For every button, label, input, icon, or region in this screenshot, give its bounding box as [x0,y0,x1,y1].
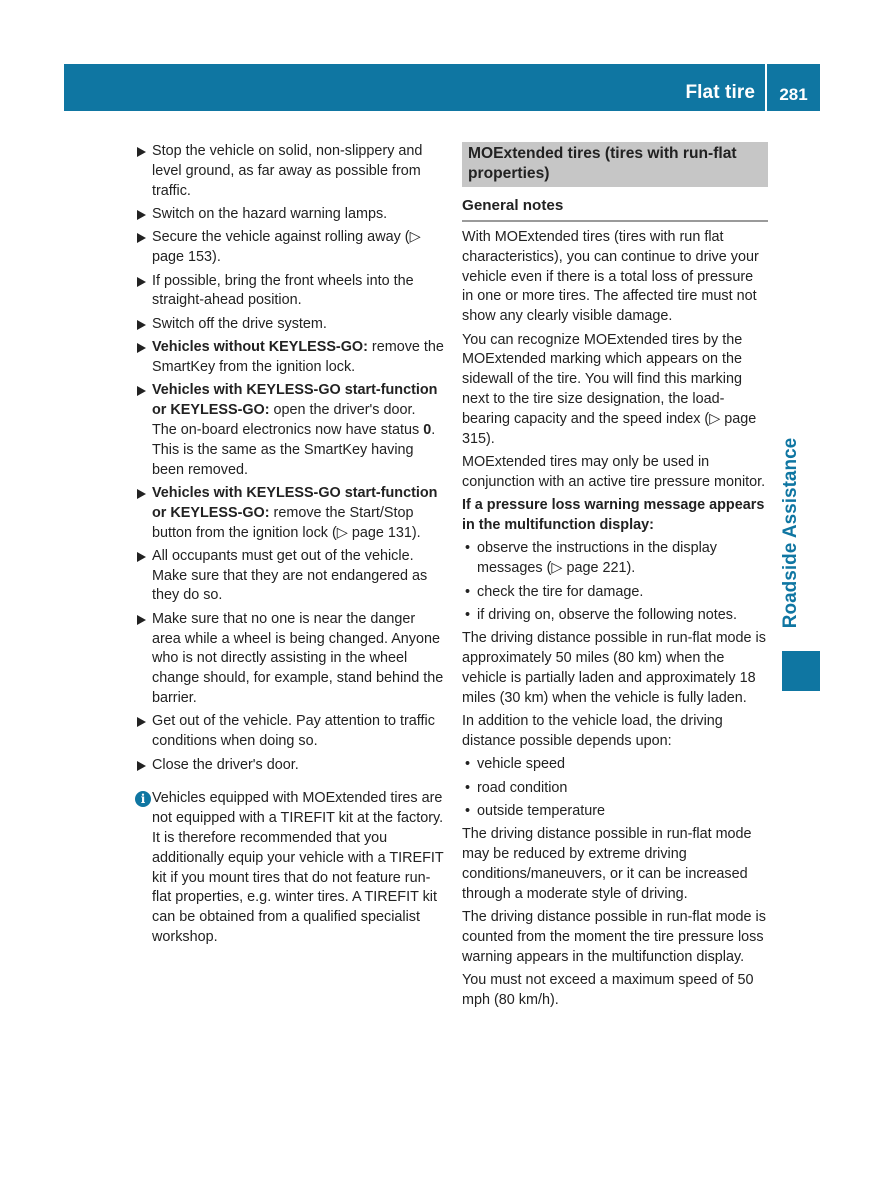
step-arrow-icon [137,489,146,499]
step-arrow-icon [137,343,146,353]
step-item: Switch off the drive system. [136,315,446,335]
paragraph: The driving distance possible in run-flat mode is approximately 50 miles (80 km) when the vehicle is partially laden and approximately 18 miles (30 km) when the vehicle is fully laden. [462,630,766,706]
step-item: Stop the vehicle on solid, non-slippery and level ground, as far away as possible from traffic. [136,142,446,201]
paragraph: The driving distance possible in run-flat mode is counted from the moment the tire pressure loss warning appears in the multifunction display. [462,909,766,965]
step-arrow-icon [137,210,146,220]
step-item: Vehicles with KEYLESS-GO start-function or KEYLESS-GO: remove the Start/Stop button from the ignition lock (▷ page 131). [136,484,446,543]
section-title: Flat tire [685,82,755,103]
chapter-label: Roadside Assistance [780,437,801,629]
step-arrow-icon [137,320,146,330]
step-arrow-icon [137,761,146,771]
info-note-text: Vehicles equipped with MOExtended tires are not equipped with a TIREFIT kit at the factory. It is therefore recommended that you additionally equip your vehicle with a TIREFIT kit if you mount tires that do not feature run-flat properties, e.g. winter tires. A TIREFIT kit can be obtained from a qualified specialist workshop. [152,790,444,946]
paragraph: The driving distance possible in run-flat mode may be reduced by extreme driving conditions/maneuvers, or it can be increased through a moderate style of driving. [462,826,752,902]
paragraph: In addition to the vehicle load, the driving distance possible depends upon: [462,713,723,749]
step-item: If possible, bring the front wheels into the straight-ahead position. [136,272,446,312]
bullet-dot-icon: • [465,583,471,600]
chapter-tab-marker [782,651,820,691]
subsection-heading: General notes [462,196,768,222]
header-bar [64,64,820,111]
page-reference[interactable]: Secure the vehicle against rolling away (▷ page 153). [152,229,421,266]
paragraph: You can recognize MOExtended tires by the MOExtended marking which appears on the sidewall of the tire. You will find this marking next to the tire size designation, the load-bearing capacity and the speed index (▷ page 315). [462,331,757,447]
bullet-item: • vehicle speed [462,755,768,775]
paragraph: MOExtended tires may only be used in conjunction with an active tire pressure monitor. [462,453,766,490]
step-item: All occupants must get out of the vehicle. Make sure that they are not endangered as they do so. [136,547,446,606]
bullet-item [462,539,768,579]
step-arrow-icon [137,717,146,727]
bullet-dot-icon: • [465,540,471,557]
step-arrow-icon [137,615,146,625]
step-arrow-icon [137,277,146,287]
page-reference[interactable]: observe the instructions in the display messages (▷ page 221). [477,540,717,577]
step-arrow-icon [137,552,146,562]
info-icon: i [135,791,151,807]
step-item: Make sure that no one is near the danger area while a wheel is being changed. Anyone who is not directly assisting in the wheel change should, for example, stand behind the barrier. [136,610,446,709]
page-reference[interactable]: remove the Start/Stop button from the ignition lock (▷ page 131). [152,504,421,541]
step-item: Vehicles without KEYLESS-GO: remove the SmartKey from the ignition lock. [136,338,446,378]
bullet-dot-icon: • [465,756,471,773]
step-item: Get out of the vehicle. Pay attention to traffic conditions when doing so. [136,712,446,752]
paragraph: With MOExtended tires (tires with run flat characteristics), you can continue to drive your vehicle even if there is a total loss of pressure in one or more tires. The affected tire must not show any clearly visible damage. [462,229,759,325]
bullet-dot-icon: • [465,779,471,796]
right-column [462,142,768,1014]
bullet-dot-icon: • [465,606,471,623]
step-arrow-icon [137,386,146,396]
step-item: Vehicles with KEYLESS-GO start-function or KEYLESS-GO: open the driver's door. The on-board electronics now have status 0. This is the same as the SmartKey having been removed. [136,381,446,480]
step-item [136,228,446,268]
bullet-item: • check the tire for damage. [462,583,768,603]
step-item: Close the driver's door. [136,756,446,776]
chapter-side-tab [771,425,811,641]
bullet-dot-icon: • [465,803,471,820]
step-arrow-icon [137,147,146,157]
step-item: Switch on the hazard warning lamps. [136,205,446,225]
info-note [136,789,446,947]
step-arrow-icon [137,233,146,243]
bullet-item: • road condition [462,779,768,799]
status-note: The on-board electronics now have status 0. This is the same as the SmartKey having been removed. [152,421,436,478]
paragraph: You must not exceed a maximum speed of 50 mph (80 km/h). [462,972,754,1008]
left-column [136,142,446,948]
warning-heading: If a pressure loss warning message appears in the multifunction display: [462,497,765,533]
section-heading: MOExtended tires (tires with run-flat properties) [462,142,768,187]
page-number: 281 [779,85,808,104]
bullet-item: • if driving on, observe the following notes. [462,606,768,626]
bullet-item: • outside temperature [462,802,768,822]
